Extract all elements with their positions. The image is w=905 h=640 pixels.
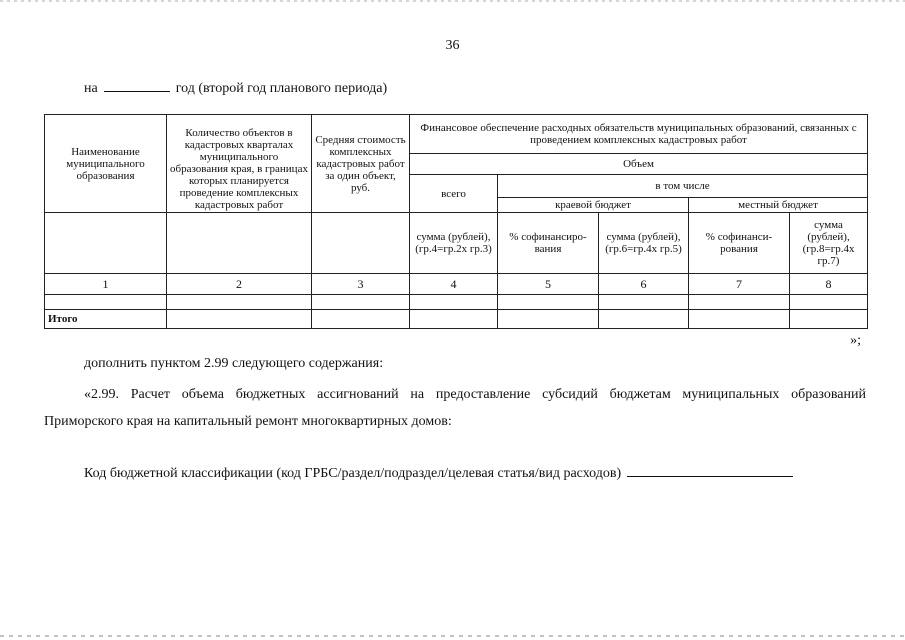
- budget-classification-line: [84, 464, 793, 482]
- page-number: 36: [445, 38, 460, 53]
- column-number: 7: [689, 274, 790, 295]
- header-col3-blank: [312, 213, 410, 274]
- header-average-cost: Средняя стоимость комплексных кадастровых работ за один объект, руб.: [312, 115, 410, 213]
- table-cell: [498, 295, 599, 310]
- table-cell: [312, 295, 410, 310]
- year-line: [84, 79, 387, 97]
- table-row: [45, 295, 868, 310]
- header-volume: Объем: [410, 154, 868, 175]
- header-municipality: Наименование муниципального образования: [45, 115, 167, 213]
- header-col4: сумма (рублей), (гр.4=гр.2х гр.3): [410, 213, 498, 274]
- header-local-budget: местный бюджет: [689, 198, 868, 213]
- year-prefix: на: [84, 81, 98, 96]
- scan-artifact-top: [0, 0, 905, 2]
- paragraph-item-title-continued: Приморского края на капитальный ремонт многоквартирных домов:: [44, 414, 452, 429]
- paragraph-item-title: «2.99. Расчет объема бюджетных ассигнований на предоставление субсидий бюджетам муниципальных образований: [84, 387, 866, 402]
- table-cell: [167, 295, 312, 310]
- header-regional-budget: краевой бюджет: [498, 198, 689, 213]
- budget-classification-label: Код бюджетной классификации (код ГРБС/раздел/подраздел/целевая статья/вид расходов): [84, 466, 622, 481]
- header-including: в том числе: [498, 175, 868, 198]
- table-cell: [599, 295, 689, 310]
- total-row: [45, 310, 868, 329]
- table-cell: [410, 295, 498, 310]
- header-col1-blank: [45, 213, 167, 274]
- header-col8: сумма (рублей), (гр.8=гр.4х гр.7): [790, 213, 868, 274]
- table-cell: [689, 310, 790, 329]
- table-cell: [689, 295, 790, 310]
- header-object-count: Количество объектов в кадастровых кварталах муниципального образования края, в границах которых планируется проведение комплексных кадастровых работ: [167, 115, 312, 213]
- table-cell: [790, 310, 868, 329]
- table-cell: [498, 310, 599, 329]
- header-total: всего: [410, 175, 498, 213]
- table-cell: [790, 295, 868, 310]
- table-cell: [410, 310, 498, 329]
- column-number-row: [45, 274, 868, 295]
- header-col2-blank: [167, 213, 312, 274]
- column-number: 6: [599, 274, 689, 295]
- table-cell: [167, 310, 312, 329]
- column-number: 3: [312, 274, 410, 295]
- year-suffix: год (второй год планового периода): [175, 81, 388, 96]
- column-number: 8: [790, 274, 868, 295]
- header-financing: Финансовое обеспечение расходных обязательств муниципальных образований, связанных с проведением комплексных кадастровых работ: [410, 115, 868, 154]
- column-number: 2: [167, 274, 312, 295]
- table-cell: [45, 295, 167, 310]
- table-cell: [312, 310, 410, 329]
- column-number: 4: [410, 274, 498, 295]
- header-col5: % софинансиро-вания: [498, 213, 599, 274]
- table-cell: [599, 310, 689, 329]
- scan-artifact-bottom: [0, 635, 905, 637]
- budget-classification-blank: [627, 464, 793, 477]
- budget-table: [44, 114, 868, 329]
- total-label: Итого: [45, 310, 167, 329]
- closing-mark: »;: [850, 333, 861, 348]
- header-col6: сумма (рублей), (гр.6=гр.4х гр.5): [599, 213, 689, 274]
- column-number: 1: [45, 274, 167, 295]
- header-col7: % софинанси-рования: [689, 213, 790, 274]
- column-number: 5: [498, 274, 599, 295]
- paragraph-add-item: дополнить пунктом 2.99 следующего содержания:: [84, 356, 384, 371]
- year-blank: [104, 79, 170, 92]
